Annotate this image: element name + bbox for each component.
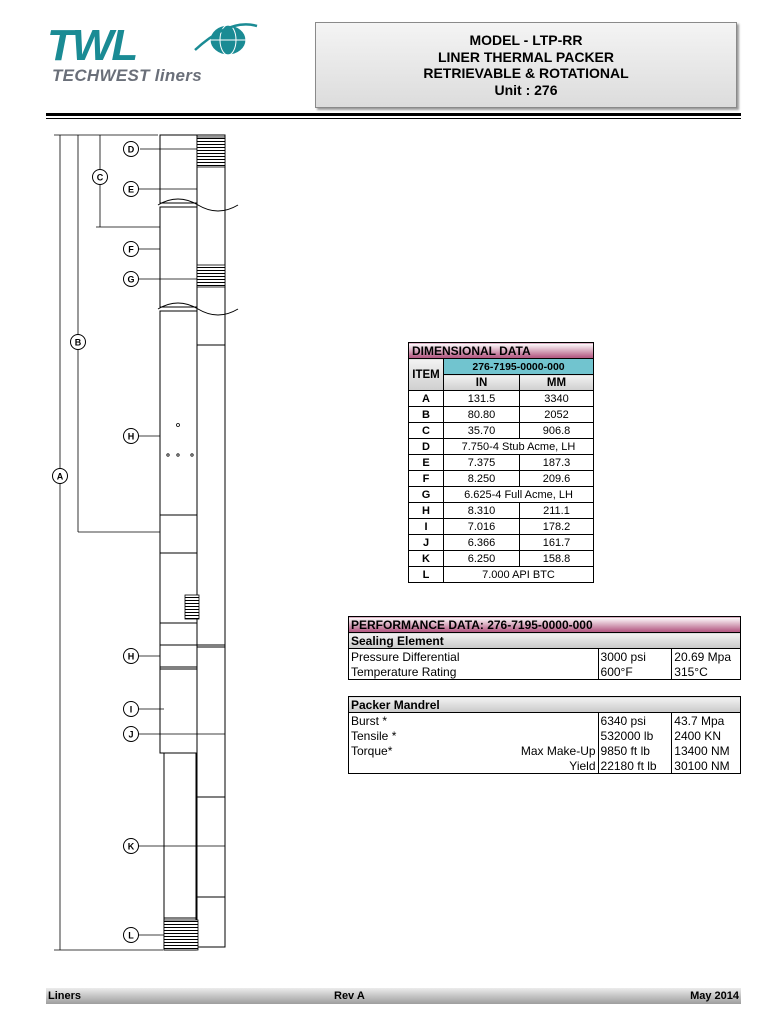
globe-icon xyxy=(195,24,257,55)
perf-label: Burst * xyxy=(351,713,388,728)
footer-category: Liners xyxy=(48,990,82,1002)
table-row xyxy=(409,455,594,471)
callout-d xyxy=(124,142,139,157)
dim-mm-cell: 3340 xyxy=(520,391,594,407)
logo-subtitle: TECHWEST liners xyxy=(52,66,202,85)
dim-in-cell: 8.250 xyxy=(444,471,520,487)
table-row xyxy=(409,503,594,519)
perf-value-metric: 30100 NM xyxy=(672,758,741,774)
svg-text:E: E xyxy=(127,184,135,195)
svg-text:G: G xyxy=(127,274,135,285)
unit-label: Unit : 276 xyxy=(494,81,558,98)
item-header: ITEM xyxy=(409,359,444,391)
svg-text:L: L xyxy=(128,930,134,941)
model-title: MODEL - LTP-RR xyxy=(469,32,583,48)
dim-mm-cell: 187.3 xyxy=(520,455,594,471)
callout-h-lower xyxy=(124,649,139,664)
callout-j xyxy=(124,727,139,742)
svg-text:F: F xyxy=(128,244,134,255)
dim-mm-cell: 161.7 xyxy=(520,535,594,551)
table-row xyxy=(349,743,741,758)
callout-g xyxy=(124,272,139,287)
dim-in-cell: 8.310 xyxy=(444,503,520,519)
svg-text:J: J xyxy=(128,729,134,740)
perf-value-imperial: 22180 ft lb xyxy=(598,758,672,774)
header-rule-thin xyxy=(46,118,741,119)
table-row xyxy=(409,471,594,487)
dim-mm-cell: 906.8 xyxy=(520,423,594,439)
svg-text:H: H xyxy=(127,431,135,442)
header-rule xyxy=(46,113,741,116)
table-row xyxy=(409,391,594,407)
performance-sealing-table xyxy=(348,616,741,680)
dim-item-cell: A xyxy=(409,391,444,407)
perf-label: Torque* xyxy=(351,743,393,758)
dim-in-cell: 7.375 xyxy=(444,455,520,471)
dim-mm-cell: 2052 xyxy=(520,407,594,423)
dim-item-cell: H xyxy=(409,503,444,519)
dim-item-cell: J xyxy=(409,535,444,551)
dim-item-cell: F xyxy=(409,471,444,487)
dim-in-cell: 7.016 xyxy=(444,519,520,535)
dim-item-cell: I xyxy=(409,519,444,535)
dimension-line-b xyxy=(78,135,160,532)
footer-revision: Rev A xyxy=(334,990,365,1002)
perf-label: Pressure Differential xyxy=(349,649,599,665)
dim-item-cell: C xyxy=(409,423,444,439)
sealing-element-heading: Sealing Element xyxy=(349,633,741,649)
table-row xyxy=(409,487,594,503)
callout-l xyxy=(124,928,139,943)
performance-title: PERFORMANCE DATA: 276-7195-0000-000 xyxy=(349,617,741,633)
perf-value-imperial: 6340 psi xyxy=(598,713,672,729)
product-title: LINER THERMAL PACKER xyxy=(437,48,615,65)
perf-value-metric: 13400 NM xyxy=(672,743,741,758)
thread-d xyxy=(197,137,225,167)
table-row xyxy=(409,519,594,535)
dim-item-cell: K xyxy=(409,551,444,567)
dimensional-title: DIMENSIONAL DATA xyxy=(409,343,594,359)
thread-l xyxy=(164,920,198,950)
perf-sublabel: Max Make-Up xyxy=(520,743,596,758)
svg-text:I: I xyxy=(129,704,133,715)
dim-item-cell: D xyxy=(409,439,444,455)
dimensional-data-table xyxy=(408,342,594,583)
dim-in-cell: 6.250 xyxy=(444,551,520,567)
dim-item-cell: G xyxy=(409,487,444,503)
svg-text:A: A xyxy=(56,471,64,482)
col-in-header: IN xyxy=(444,375,520,391)
callout-i xyxy=(124,702,139,717)
callout-e xyxy=(124,182,139,197)
dim-spec-cell: 6.625-4 Full Acme, LH xyxy=(444,487,594,503)
packer-body xyxy=(160,135,225,950)
perf-value-imperial: 600°F xyxy=(598,664,672,680)
packer-mandrel-heading: Packer Mandrel xyxy=(349,697,741,713)
dim-mm-cell: 211.1 xyxy=(520,503,594,519)
perf-label: Tensile * xyxy=(351,728,397,743)
table-row xyxy=(409,423,594,439)
dimension-line-a xyxy=(54,135,163,950)
table-row xyxy=(409,551,594,567)
title-box xyxy=(315,22,737,108)
packer-drawing xyxy=(40,125,255,965)
dim-item-cell: L xyxy=(409,567,444,583)
svg-text:H: H xyxy=(127,651,135,662)
table-row xyxy=(349,713,741,729)
perf-value-imperial: 532000 lb xyxy=(598,728,672,743)
table-row xyxy=(349,728,741,743)
table-row xyxy=(409,439,594,455)
part-number: 276-7195-0000-000 xyxy=(444,359,594,375)
dim-mm-cell: 209.6 xyxy=(520,471,594,487)
svg-text:B: B xyxy=(74,337,82,348)
perf-value-imperial: 3000 psi xyxy=(598,649,672,665)
table-row xyxy=(349,664,741,680)
footer-date: May 2014 xyxy=(690,990,739,1002)
table-row xyxy=(349,649,741,665)
dim-in-cell: 131.5 xyxy=(444,391,520,407)
dim-in-cell: 35.70 xyxy=(444,423,520,439)
perf-value-metric: 2400 KN xyxy=(672,728,741,743)
performance-mandrel-table xyxy=(348,696,741,774)
table-row xyxy=(349,758,741,774)
callout-h-upper xyxy=(124,429,139,444)
perf-label: Temperature Rating xyxy=(349,664,599,680)
callout-c xyxy=(93,170,108,185)
perf-value-metric: 43.7 Mpa xyxy=(672,713,741,729)
table-row xyxy=(409,535,594,551)
dim-mm-cell: 178.2 xyxy=(520,519,594,535)
dim-spec-cell: 7.000 API BTC xyxy=(444,567,594,583)
svg-text:C: C xyxy=(96,172,104,183)
svg-text:D: D xyxy=(127,144,135,155)
dim-item-cell: B xyxy=(409,407,444,423)
perf-value-imperial: 9850 ft lb xyxy=(598,743,672,758)
perf-value-metric: 315°C xyxy=(672,664,741,680)
table-row xyxy=(409,407,594,423)
product-subtitle: RETRIEVABLE & ROTATIONAL xyxy=(423,65,629,81)
callout-k xyxy=(124,839,139,854)
dim-mm-cell: 158.8 xyxy=(520,551,594,567)
svg-text:K: K xyxy=(127,841,135,852)
col-mm-header: MM xyxy=(520,375,594,391)
table-row xyxy=(409,567,594,583)
callout-b xyxy=(71,335,86,350)
dim-in-cell: 80.80 xyxy=(444,407,520,423)
logo-wordmark: TWL xyxy=(47,21,137,70)
dim-item-cell: E xyxy=(409,455,444,471)
dim-spec-cell: 7.750-4 Stub Acme, LH xyxy=(444,439,594,455)
callout-a xyxy=(53,469,68,484)
thread-g xyxy=(197,265,225,287)
page-footer xyxy=(46,988,741,1004)
seal-element xyxy=(160,645,197,667)
callout-f xyxy=(124,242,139,257)
perf-value-metric: 20.69 Mpa xyxy=(672,649,741,665)
perf-sublabel: Yield xyxy=(569,758,596,773)
thread-mid xyxy=(185,595,199,619)
dim-in-cell: 6.366 xyxy=(444,535,520,551)
